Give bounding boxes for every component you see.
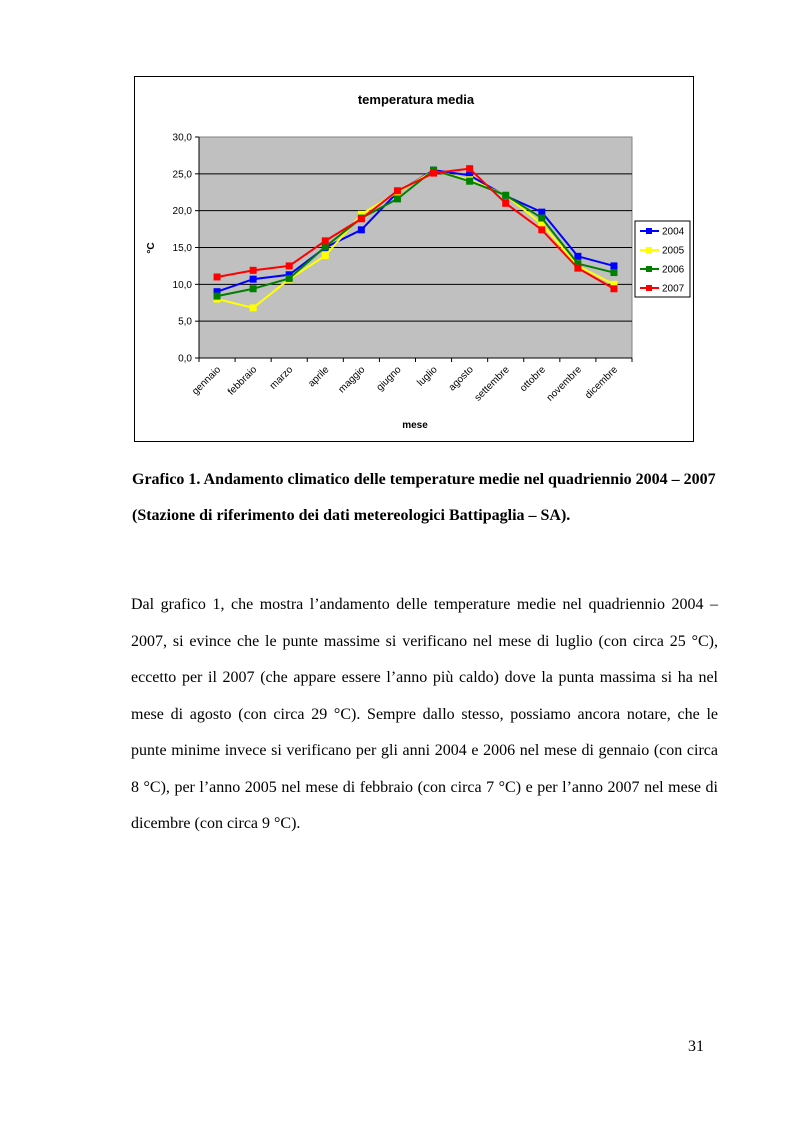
x-tick-label: novembre <box>544 364 584 404</box>
x-tick-label: gennaio <box>190 364 224 398</box>
data-point-2007 <box>286 262 293 269</box>
data-point-2006 <box>610 269 617 276</box>
data-point-2005 <box>322 252 329 259</box>
data-point-2007 <box>394 187 401 194</box>
data-point-2007 <box>610 285 617 292</box>
caption-line-1: Grafico 1. Andamento climatico delle temperature medie nel quadriennio 2004 – 2007 <box>132 471 716 488</box>
data-point-2006 <box>466 178 473 185</box>
y-tick-label: 20,0 <box>172 206 192 218</box>
data-point-2006 <box>214 293 221 300</box>
data-point-2006 <box>538 215 545 222</box>
figure-caption <box>132 462 732 534</box>
data-point-2004 <box>610 262 617 269</box>
x-tick-label: ottobre <box>518 364 548 395</box>
data-point-2007 <box>250 267 257 274</box>
data-point-2004 <box>358 226 365 233</box>
data-point-2007 <box>466 165 473 172</box>
data-point-2007 <box>430 170 437 177</box>
x-axis-label: mese <box>402 420 428 431</box>
data-point-2004 <box>574 253 581 260</box>
page-number: 31 <box>688 1038 704 1055</box>
chart-title: temperatura media <box>357 92 475 107</box>
legend-marker-2006 <box>646 266 652 272</box>
legend-label-2007: 2007 <box>662 283 685 295</box>
data-point-2007 <box>502 200 509 207</box>
data-point-2007 <box>574 265 581 272</box>
y-tick-label: 15,0 <box>172 243 192 254</box>
data-point-2006 <box>286 275 293 282</box>
data-point-2006 <box>250 285 257 292</box>
legend-marker-2004 <box>646 228 652 234</box>
y-axis-label: °C <box>146 242 157 254</box>
caption-line-2: (Stazione di riferimento dei dati metereologici Battipaglia – SA). <box>132 507 571 524</box>
legend-marker-2005 <box>646 247 652 253</box>
x-tick-label: giugno <box>374 364 404 394</box>
data-point-2005 <box>250 304 257 311</box>
x-tick-label: marzo <box>267 364 296 392</box>
x-tick-label: agosto <box>446 364 476 394</box>
x-tick-label: dicembre <box>583 364 621 402</box>
chart-frame <box>134 76 694 442</box>
data-point-2004 <box>250 276 257 283</box>
line-chart <box>135 77 695 443</box>
y-tick-label: 25,0 <box>172 169 192 181</box>
legend-label-2005: 2005 <box>662 245 685 257</box>
y-tick-label: 30,0 <box>172 132 192 144</box>
data-point-2007 <box>322 237 329 244</box>
y-tick-label: 5,0 <box>178 316 192 328</box>
data-point-2007 <box>214 273 221 280</box>
data-point-2007 <box>358 215 365 222</box>
x-tick-label: maggio <box>336 364 368 396</box>
legend-label-2006: 2006 <box>662 264 685 276</box>
data-point-2006 <box>394 195 401 202</box>
y-tick-label: 10,0 <box>172 279 192 291</box>
body-paragraph: Dal grafico 1, che mostra l’andamento delle temperature medie nel quadriennio 2004 – 2007, si evince che le punte massime si verificano nel mese di luglio (con circa 25 °C), eccetto per il 2007 (che appare essere l’anno più caldo) dove la punta massima si ha nel mese di agosto (con circa 29 °C). Sempre dallo stesso, possiamo ancora notare, che le punte minime invece si verificano per gli anni 2004 e 2006 nel mese di gennaio (con circa 8 °C), per l’anno 2005 nel mese di febbraio (con circa 7 °C) e per l’anno 2007 nel mese di dicembre (con circa 9 °C). <box>131 596 718 832</box>
data-point-2007 <box>538 226 545 233</box>
data-point-2006 <box>502 192 509 199</box>
legend <box>635 221 690 297</box>
x-tick-label: luglio <box>415 364 440 389</box>
x-tick-label: febbraio <box>225 364 260 398</box>
legend-marker-2007 <box>646 285 652 291</box>
x-tick-label: settembre <box>472 364 512 404</box>
legend-label-2004: 2004 <box>662 226 685 238</box>
x-tick-label: aprile <box>306 364 332 390</box>
y-tick-label: 0,0 <box>178 353 192 365</box>
